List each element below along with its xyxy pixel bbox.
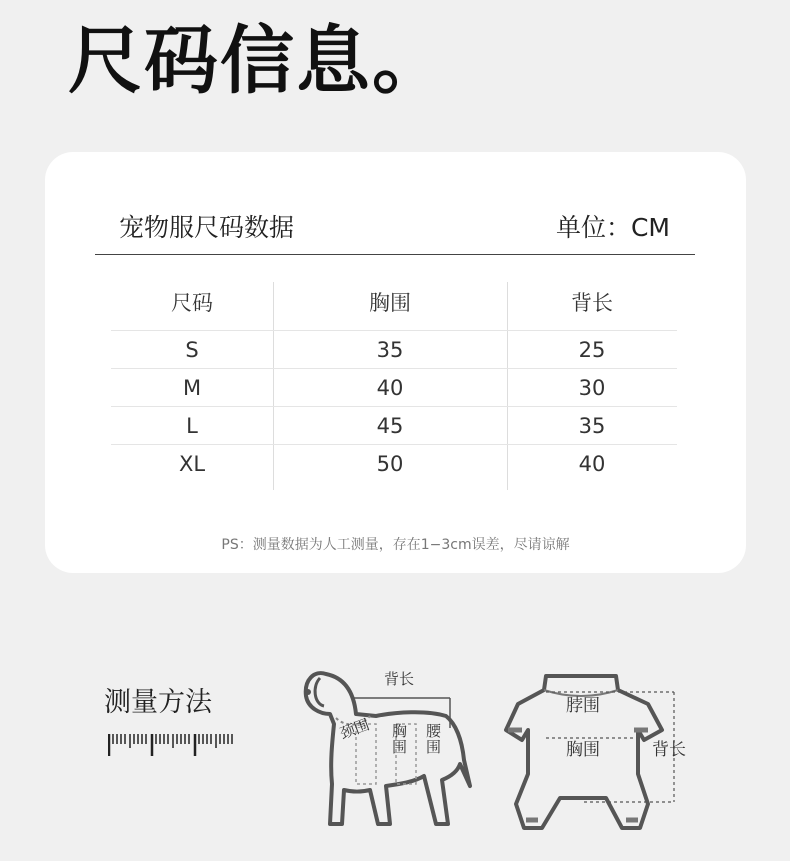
- table-cell: XL: [178, 452, 206, 476]
- row-divider: [111, 406, 677, 407]
- table-cell: 30: [578, 376, 606, 400]
- dog-chest-label: 胸 围: [392, 722, 408, 756]
- table-cell: 50: [376, 452, 404, 476]
- dog-illustration: [296, 664, 476, 834]
- divider: [95, 254, 695, 255]
- row-divider: [111, 330, 677, 331]
- dog-back-length-label: 背长: [384, 670, 415, 688]
- measure-section-title: 测量方法: [104, 687, 212, 718]
- card-title: 宠物服尺码数据: [119, 213, 295, 242]
- shirt-back-length-label: 背长: [652, 740, 686, 760]
- table-cell: 35: [376, 338, 404, 362]
- table-header-back: 背长: [571, 291, 613, 315]
- dog-waist-label: 腰 围: [426, 722, 442, 756]
- size-card: [45, 152, 746, 573]
- table-cell: 25: [578, 338, 606, 362]
- page-title: 尺码信息。: [68, 18, 448, 104]
- table-cell: 45: [376, 414, 404, 438]
- table-header-chest: 胸围: [369, 291, 411, 315]
- unit-label: 单位：CM: [555, 213, 670, 242]
- shirt-chest-label: 胸围: [566, 740, 600, 760]
- dog-neck-label: 颈围: [337, 715, 372, 743]
- row-divider: [111, 368, 677, 369]
- table-cell: M: [182, 376, 202, 400]
- size-table: [111, 282, 677, 490]
- table-cell: 40: [376, 376, 404, 400]
- table-header-size: 尺码: [171, 291, 213, 315]
- table-cell: S: [185, 338, 199, 362]
- table-cell: L: [186, 414, 198, 438]
- table-cell: 35: [578, 414, 606, 438]
- ruler-icon: [108, 730, 238, 758]
- row-divider: [111, 444, 677, 445]
- disclaimer-note: PS：测量数据为人工测量，存在1−3cm误差，尽请谅解: [221, 537, 570, 553]
- table-cell: 40: [578, 452, 606, 476]
- shirt-neck-label: 脖围: [566, 696, 600, 716]
